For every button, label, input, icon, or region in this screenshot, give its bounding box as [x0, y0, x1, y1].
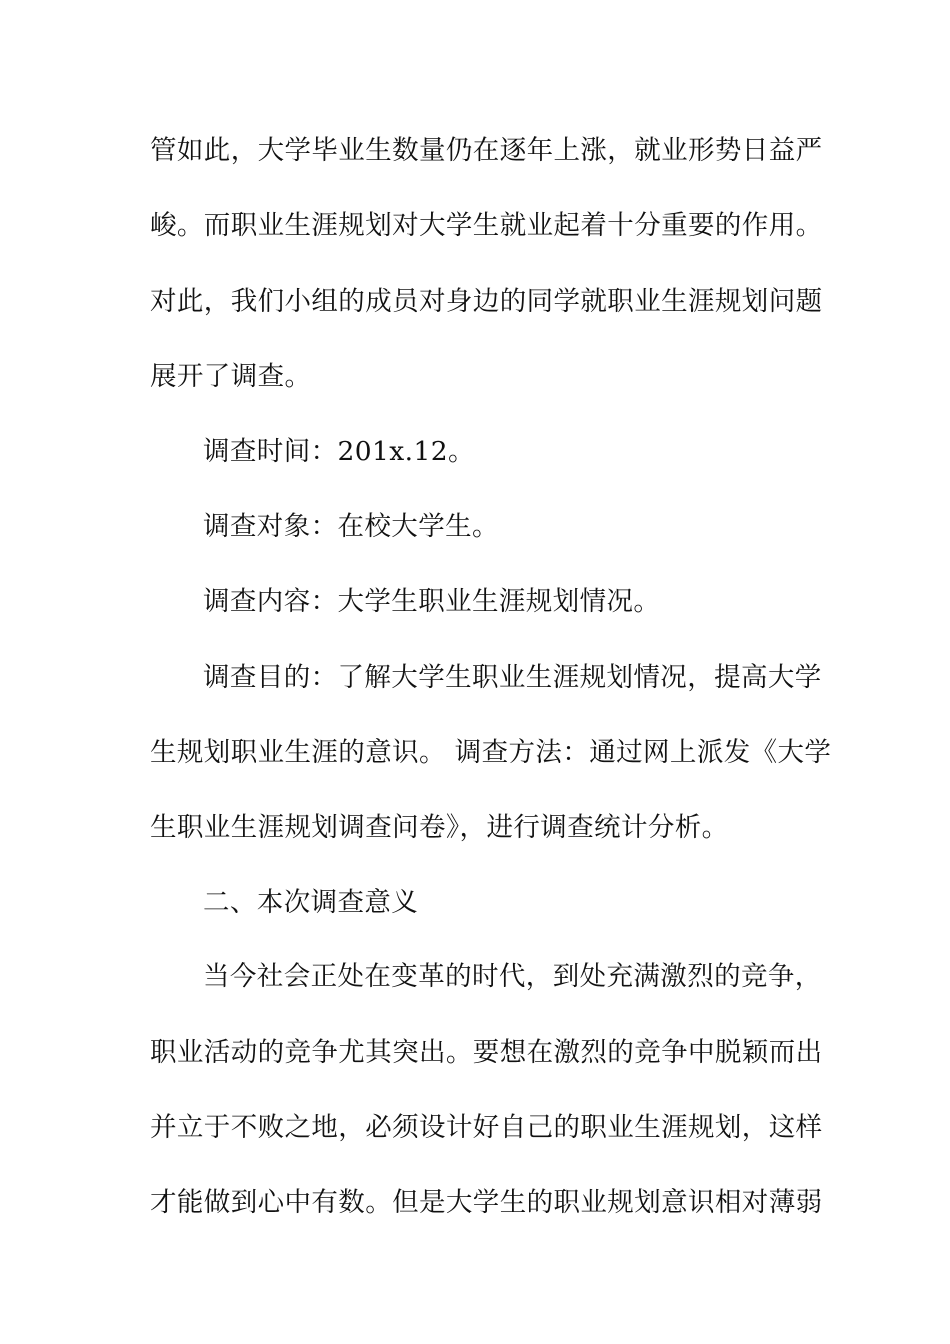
text-line: 调查时间：201x.12。: [203, 436, 475, 467]
text-line: 对此，我们小组的成员对身边的同学就职业生涯规划问题: [150, 286, 823, 317]
text-line: 当今社会正处在变革的时代，到处充满激烈的竞争，: [203, 961, 822, 992]
text-line: 管如此，大学毕业生数量仍在逐年上涨，就业形势日益严: [150, 135, 823, 166]
text-line: 才能做到心中有数。但是大学生的职业规划意识相对薄弱: [150, 1187, 823, 1218]
section-heading: 二、本次调查意义: [203, 887, 419, 918]
text-line: 峻。而职业生涯规划对大学生就业起着十分重要的作用。: [150, 210, 823, 241]
text-line: 调查内容：大学生职业生涯规划情况。: [203, 586, 661, 617]
text-line: 调查对象：在校大学生。: [203, 511, 499, 542]
text-line: 职业活动的竞争尤其突出。要想在激烈的竞争中脱颖而出: [150, 1037, 823, 1068]
text-line: 并立于不败之地，必须设计好自己的职业生涯规划，这样: [150, 1112, 823, 1143]
text-line: 调查目的：了解大学生职业生涯规划情况，提高大学: [203, 662, 822, 693]
text-line: 展开了调查。: [150, 361, 312, 392]
text-line: 生规划职业生涯的意识。 调查方法：通过网上派发《大学: [150, 737, 832, 768]
text-line: 生职业生涯规划调查问卷》，进行调查统计分析。: [150, 812, 729, 843]
